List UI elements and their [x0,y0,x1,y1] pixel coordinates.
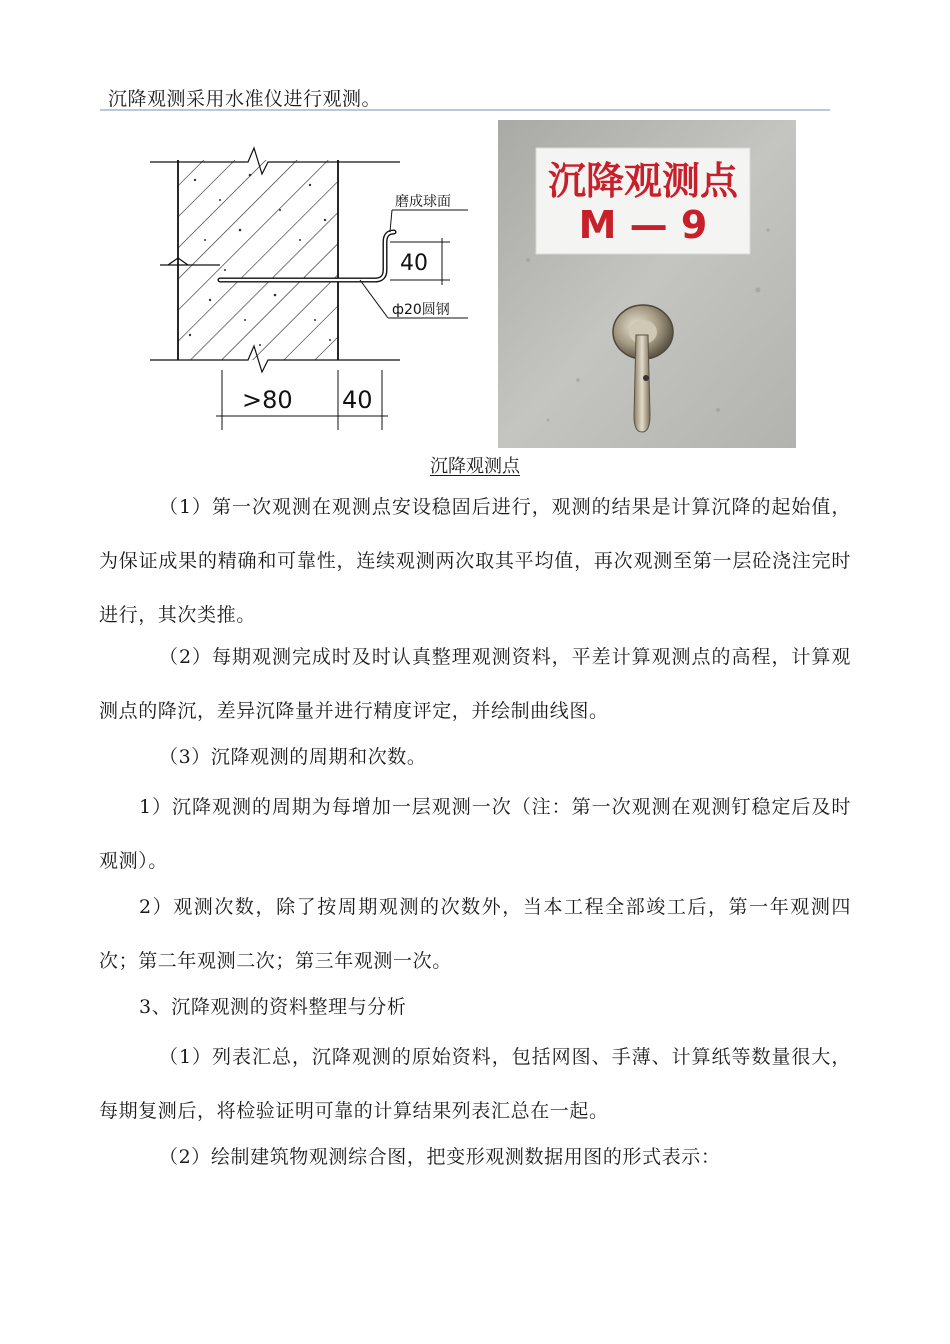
dim-height: 40 [400,251,428,276]
sign-code: M — 9 [578,203,708,247]
paragraph-7: （2）绘制建筑物观测综合图，把变形观测数据用图的形式表示： [159,1146,721,1168]
dim-hook: 40 [342,386,373,414]
paragraph-6: （1）列表汇总，沉降观测的原始资料，包括网图、手薄、计算纸等数量很大，每期复测后，将检验证明可靠的计算结果列表汇总在一起。 [99,1046,851,1122]
rebar-label: ф20圆钢 [392,302,450,318]
sphere-label: 磨成球面 [395,194,451,210]
paragraph-2: （2）每期观测完成时及时认真整理观测资料，平差计算观测点的高程，计算观测点的降沉，差异沉降量并进行精度评定，并绘制曲线图。 [99,646,851,722]
settlement-point-drawing [150,120,480,440]
settlement-point-photo [498,120,796,448]
caption-text: 沉降观测点 [430,456,520,477]
intro-text: 沉降观测采用水准仪进行观测。 [108,88,382,110]
paragraph-1: （1）第一次观测在观测点安设稳固后进行，观测的结果是计算沉降的起始值，为保证成果的精确和可靠性，连续观测两次取其平均值，再次观测至第一层砼浇注完时进行，其次类推。 [99,496,851,626]
paragraph-4: 1）沉降观测的周期为每增加一层观测一次（注：第一次观测在观测钉稳定后及时观测）。 [99,796,851,872]
header-rule [100,109,830,111]
paragraph-3: （3）沉降观测的周期和次数。 [159,746,427,768]
figure-caption [0,452,950,478]
sign-title: 沉降观测点 [547,159,739,203]
dim-wall: >80 [242,386,293,414]
section-heading: 3、沉降观测的资料整理与分析 [139,996,407,1018]
paragraph-5: 2）观测次数，除了按周期观测的次数外，当本工程全部竣工后，第一年观测四次；第二年观测二次；第三年观测一次。 [99,896,851,972]
